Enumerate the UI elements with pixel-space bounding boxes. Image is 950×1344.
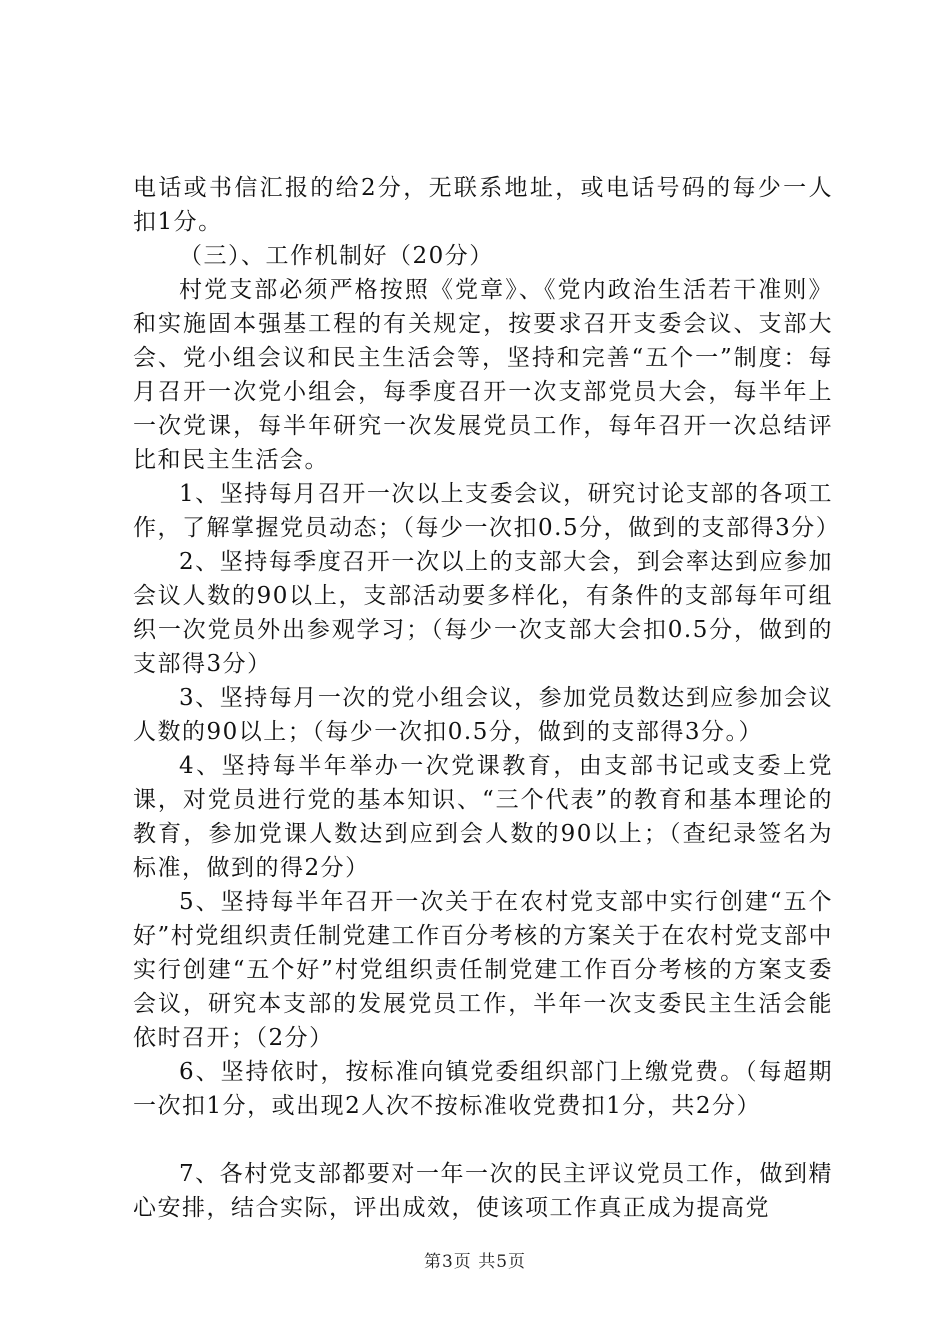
section-heading-work-mechanism: （三）、工作机制好（20分） — [179, 243, 494, 269]
list-item-3: 3、坚持每月一次的党小组会议，参加党员数达到应参加会议人数的90以上；（每少一次扣0.5分，做到的支部得3分。） — [133, 685, 833, 745]
paragraph-intro: 村党支部必须严格按照《党章》、《党内政治生活若干准则》和实施固本强基工程的有关规定，按要求召开支委会议、支部大会、党小组会议和民主生活会等，坚持和完善“五个一”制度：每月召开一次党小组会，每季度召开一次支部党员大会，每半年上一次党课，每半年研究一次发展党员工作，每年召开一次总结评比和民主生活会。 — [133, 277, 833, 473]
list-item-5: 5、坚持每半年召开一次关于在农村党支部中实行创建“五个好”村党组织责任制党建工作百分考核的方案关于在农村党支部中实行创建“五个好”村党组织责任制党建工作百分考核的方案支委会议，研究本支部的发展党员工作，半年一次支委民主生活会能依时召开；（2分） — [133, 889, 833, 1051]
document-body — [133, 171, 841, 1225]
list-item-4: 4、坚持每半年举办一次党课教育，由支部书记或支委上党课，对党员进行党的基本知识、“三个代表”的教育和基本理论的教育，参加党课人数达到应到会人数的90以上；（查纪录签名为标准，做到的得2分） — [133, 753, 833, 881]
paragraph-spacer — [133, 1123, 833, 1157]
list-item-2: 2、坚持每季度召开一次以上的支部大会，到会率达到应参加会议人数的90以上，支部活动要多样化，有条件的支部每年可组织一次党员外出参观学习；（每少一次支部大会扣0.5分，做到的支部得3分） — [133, 549, 833, 677]
list-item-6: 6、坚持依时，按标准向镇党委组织部门上缴党费。（每超期一次扣1分，或出现2人次不按标准收党费扣1分，共2分） — [133, 1059, 833, 1119]
paragraph-continuation: 电话或书信汇报的给2分，无联系地址，或电话号码的每少一人扣1分。 — [133, 175, 833, 235]
page-footer: 第3页 共5页 — [423, 1252, 527, 1272]
list-item-7: 7、各村党支部都要对一年一次的民主评议党员工作，做到精心安排，结合实际，评出成效，使该项工作真正成为提高党 — [133, 1161, 833, 1221]
list-item-1: 1、坚持每月召开一次以上支委会议，研究讨论支部的各项工作，了解掌握党员动态；（每少一次扣0.5分，做到的支部得3分） — [133, 481, 841, 541]
